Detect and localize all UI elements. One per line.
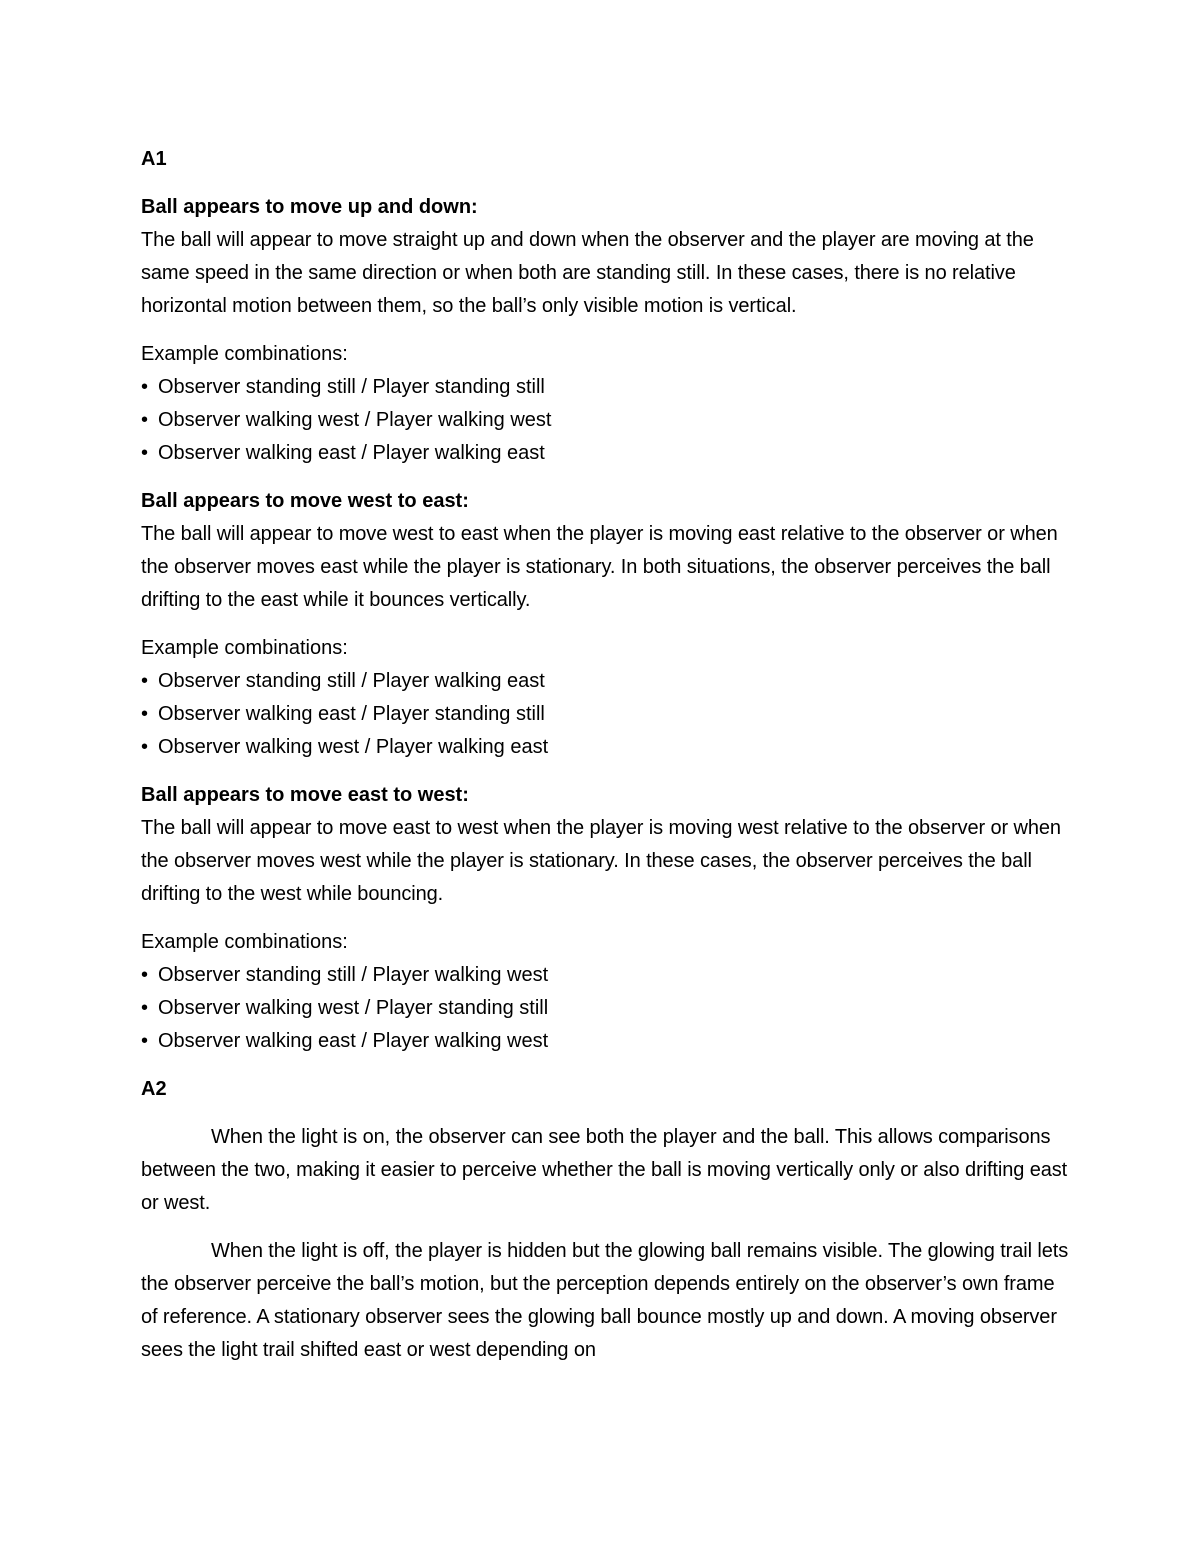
examples-label: Example combinations: [141,637,348,659]
bullet-icon: • [141,376,149,398]
section-label-a1: A1 [141,148,167,170]
bullet-icon: • [141,670,149,692]
section-group [141,485,1071,764]
bullet-icon: • [141,703,149,725]
list-item [141,1025,1071,1058]
section-label-a2: A2 [141,1078,167,1100]
list-item-text: Observer walking west / Player walking west [158,409,552,431]
list-item-text: Observer walking west / Player walking east [158,736,549,758]
group-body: The ball will appear to move east to west when the player is moving west relative to the observer or when the observer moves west while the player is stationary. In these cases, the observer perceives the ball drifting to the west while bouncing. [141,817,1061,905]
examples-list [141,959,1071,1058]
body-paragraph: When the light is off, the player is hidden but the glowing ball remains visible. The glowing trail lets the observer perceive the ball’s motion, but the perception depends entirely on the observer’s own frame of reference. A stationary observer sees the glowing ball bounce mostly up and down. A moving observer sees the light trail shifted east or west depending on [141,1240,1069,1361]
list-item [141,437,1071,470]
group-body: The ball will appear to move straight up and down when the observer and the player are moving at the same speed in the same direction or when both are standing still. In these cases, there is no relative horizontal motion between them, so the ball’s only visible motion is vertical. [141,229,1034,317]
list-item-text: Observer standing still / Player walking west [158,964,549,986]
document-page [141,143,1071,1367]
examples-list [141,665,1071,764]
list-item [141,404,1071,437]
body-paragraph: When the light is on, the observer can see both the player and the ball. This allows comparisons between the two, making it easier to perceive whether the ball is moving vertically only or also drifting east or west. [141,1126,1068,1214]
list-item [141,371,1071,404]
list-item-text: Observer walking east / Player walking west [158,1030,549,1052]
bullet-icon: • [141,409,149,431]
list-item [141,731,1071,764]
bullet-icon: • [141,964,149,986]
list-item [141,992,1071,1025]
list-item [141,959,1071,992]
examples-label: Example combinations: [141,343,348,365]
section-group [141,779,1071,1058]
list-item-text: Observer standing still / Player standing still [158,376,545,398]
list-item-text: Observer standing still / Player walking east [158,670,545,692]
group-heading: Ball appears to move east to west: [141,784,469,806]
group-body: The ball will appear to move west to east when the player is moving east relative to the observer or when the observer moves east while the player is stationary. In both situations, the observer perceives the ball drifting to the east while it bounces vertically. [141,523,1058,611]
bullet-icon: • [141,1030,149,1052]
list-item [141,665,1071,698]
list-item-text: Observer walking east / Player standing still [158,703,545,725]
examples-label: Example combinations: [141,931,348,953]
section-group [141,191,1071,470]
list-item-text: Observer walking west / Player standing still [158,997,549,1019]
list-item [141,698,1071,731]
bullet-icon: • [141,997,149,1019]
group-heading: Ball appears to move up and down: [141,196,478,218]
group-heading: Ball appears to move west to east: [141,490,469,512]
examples-list [141,371,1071,470]
bullet-icon: • [141,442,149,464]
bullet-icon: • [141,736,149,758]
list-item-text: Observer walking east / Player walking east [158,442,545,464]
